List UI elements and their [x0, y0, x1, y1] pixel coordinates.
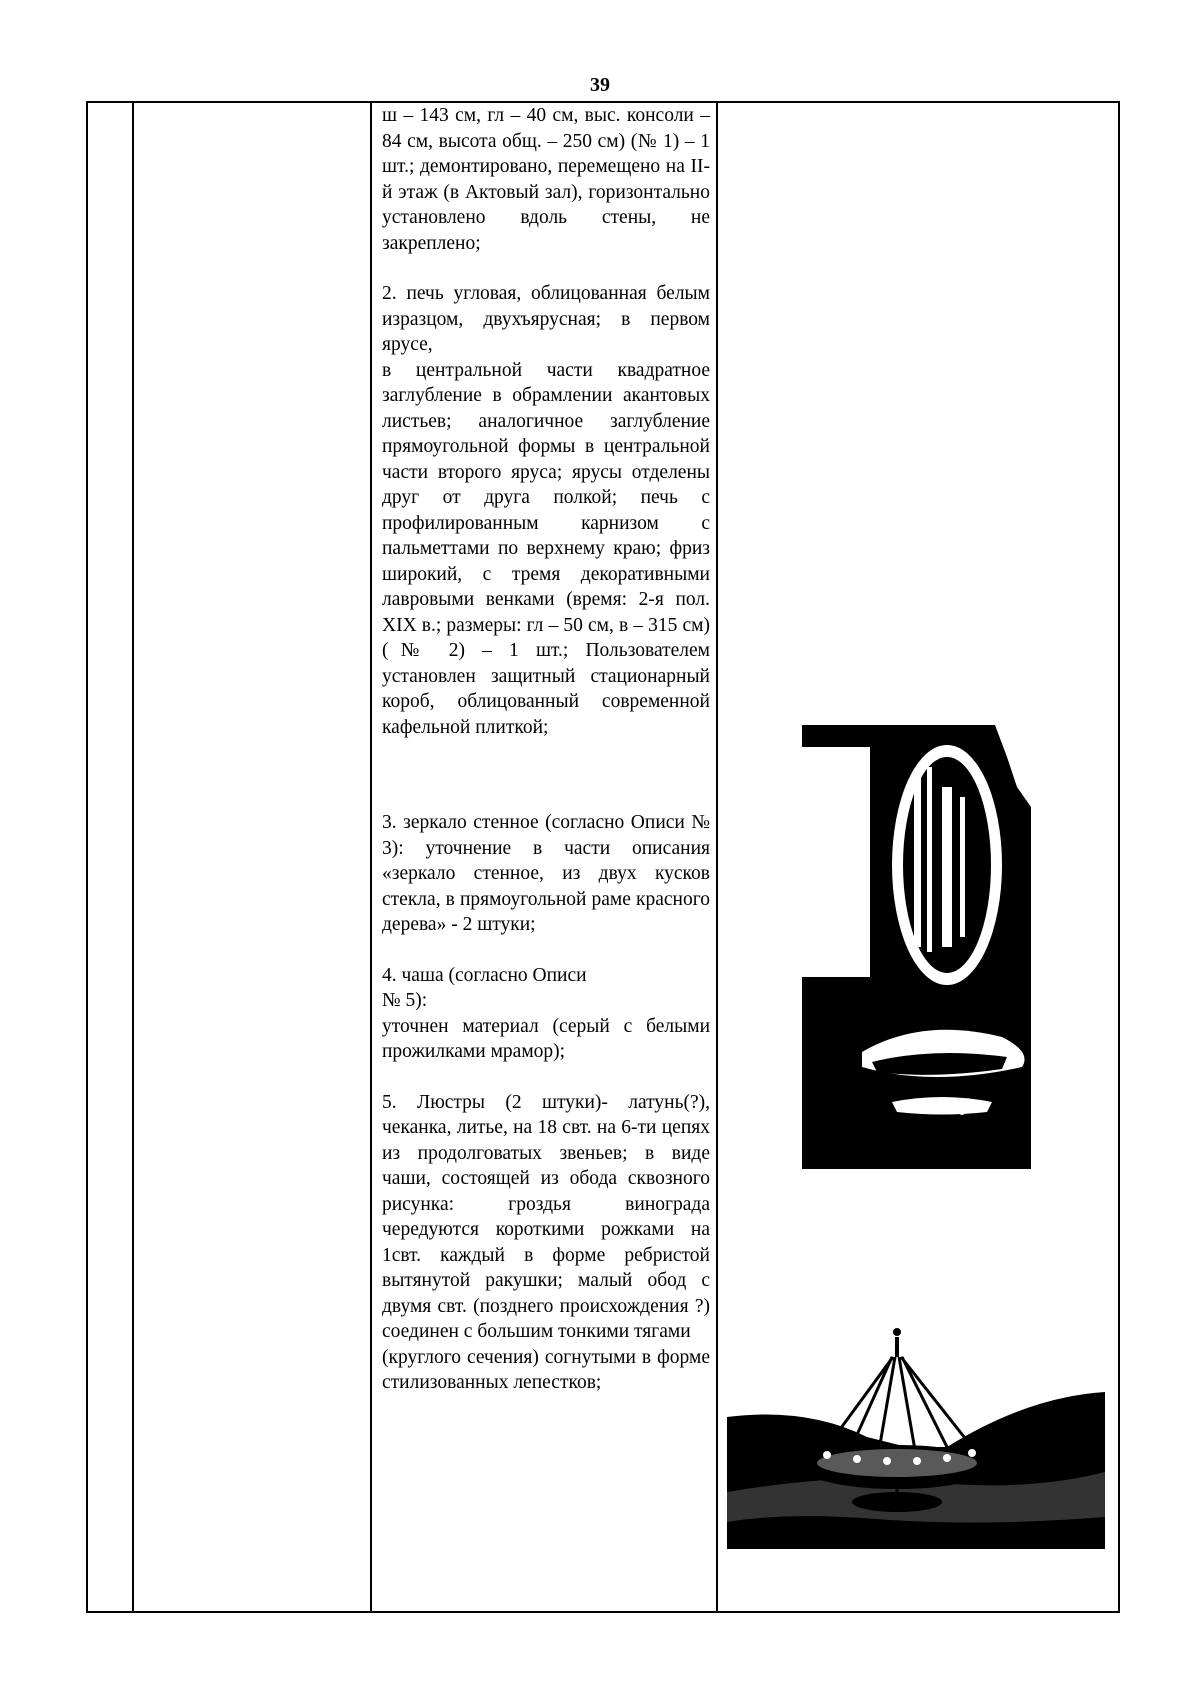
description-column [382, 103, 710, 1396]
item-5-text-end: (круглого сечения) согнутыми в форме стилизованных лепестков; [382, 1346, 710, 1393]
mirror-photo [802, 717, 1031, 1169]
item-3-text: 3. зеркало стенное (согласно Описи № 3): уточнение в части описания «зеркало стенное, из двух кусков стекла, в прямоугольной раме красного дерева» - 2 штуки; [382, 812, 710, 935]
page-number: 39 [590, 74, 610, 96]
item-4-text-title: 4. чаша (согласно Описи [382, 964, 587, 986]
column-divider-1 [132, 101, 134, 1613]
item-2-text-intro: 2. печь угловая, облицованная белым изразцом, двухъярусная; в первом ярусе, [382, 283, 710, 355]
item-4-text-body: уточнен материал (серый с белыми прожилками мрамор); [382, 1015, 710, 1062]
item-1-text: ш – 143 см, гл – 40 см, выс. консоли – 84 см, высота общ. – 250 см) (№ 1) – 1 шт.; демонтировано, перемещено на II-й этаж (в Актовый зал), горизонтально установлено вдоль стены, не закреплено; [382, 105, 710, 254]
column-divider-2 [370, 101, 372, 1613]
item-5-text: 5. Люстры (2 штуки)- латунь(?), чеканка, литье, на 18 свт. на 6-ти цепях из продолговатых звеньев; в виде чаши, состоящей из обода сквозного рисунка: гроздья винограда чередуются короткими рожками на 1свт. каждый в форме ребристой вытянутой ракушки; малый обод с двумя свт. (позднего происхождения ?) соединен с большим тонкими тягами [382, 1091, 710, 1342]
item-4-text-ref: № 5): [382, 990, 428, 1011]
column-divider-3 [716, 101, 718, 1613]
item-2-text-body: в центральной части квадратное заглубление в обрамлении акантовых листьев; аналогичное заглубление прямоугольной формы в центральной части второго яруса; ярусы отделены друг от друга полкой; печь с профилированным карнизом с пальметтами по верхнему краю; фриз широкий, с тремя декоративными лавровыми венками (время: 2-я пол. XIX в.; размеры: гл – 50 см, в – 315 см) (№ 2) – 1 шт.; Пользователем установлен защитный стационарный короб, облицованный современной кафельной плиткой; [382, 359, 710, 738]
chandelier-photo [727, 1297, 1105, 1549]
